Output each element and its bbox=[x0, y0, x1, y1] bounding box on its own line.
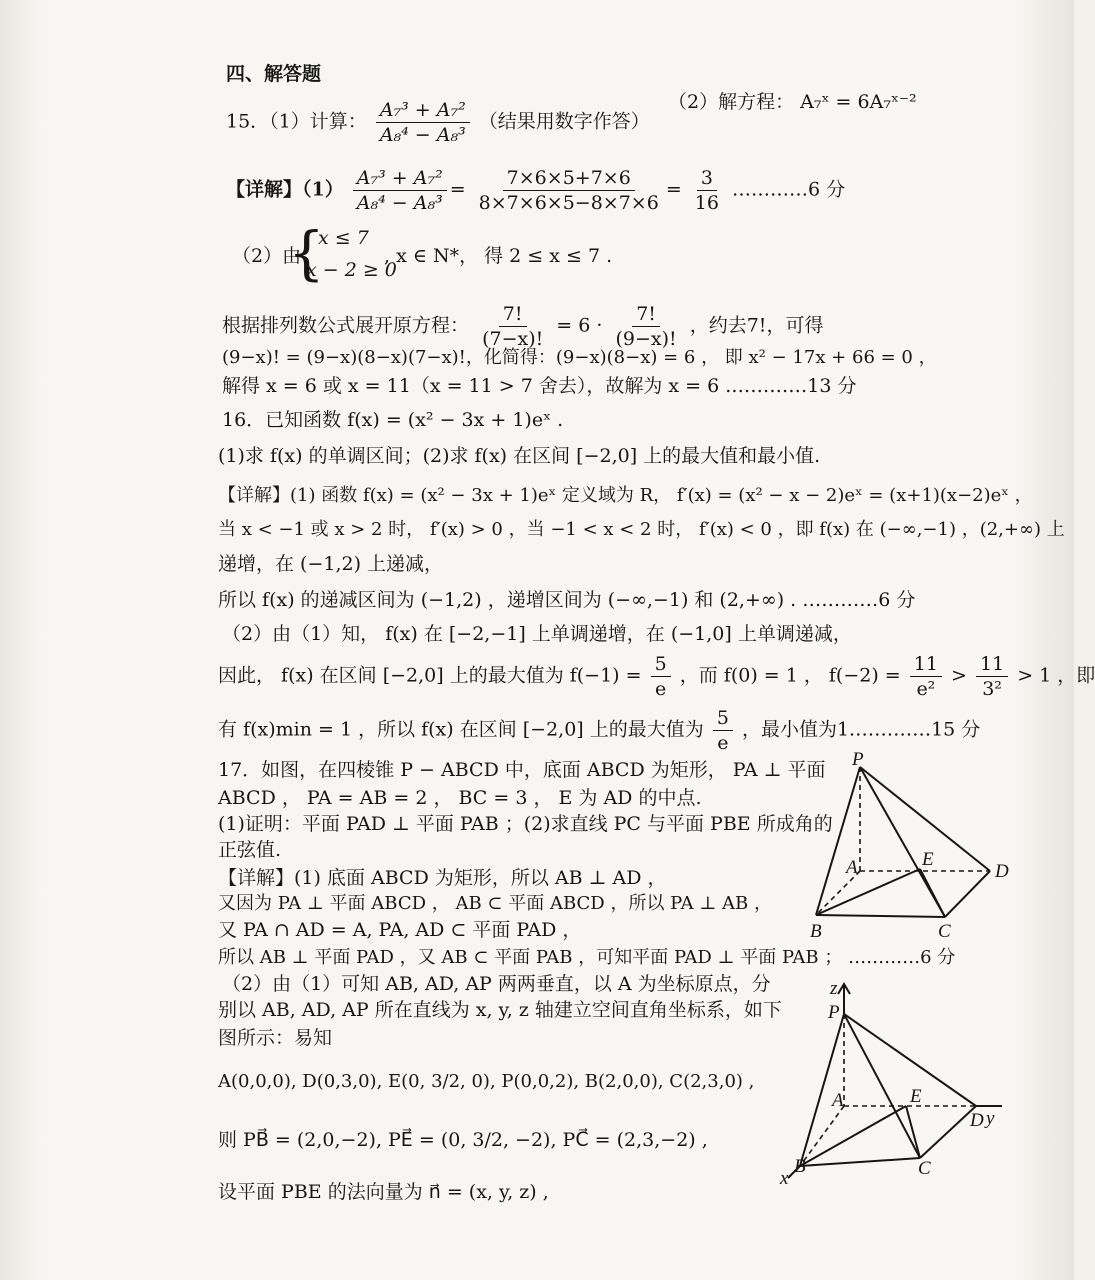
q15-sol2-prefix: （2）由 bbox=[232, 245, 302, 267]
q15-stem bbox=[226, 98, 650, 147]
q16-sol-line4: 所以 f(x) 的递减区间为 (−1,2) ，递增区间为 (−∞,−1) 和 (2,+∞) . …………6 分 bbox=[218, 589, 916, 611]
q16-sol-line6 bbox=[218, 652, 1095, 701]
q15-part2: （2）解方程： A₇ˣ = 6A₇ˣ⁻² bbox=[668, 91, 917, 113]
q15-sol2-line2-a: 根据排列数公式展开原方程： bbox=[222, 314, 470, 337]
q15-sol2-line2-b: ，约去7!，可得 bbox=[689, 314, 824, 337]
label-A2: A bbox=[832, 1090, 844, 1111]
label-B2: B bbox=[794, 1156, 806, 1177]
q17-sol-line2: 又因为 PA ⊥ 平面 ABCD ， AB ⊂ 平面 ABCD ，所以 PA ⊥ AB ， bbox=[218, 893, 772, 914]
label-C: C bbox=[938, 921, 951, 942]
edge-EC bbox=[920, 869, 945, 917]
label-P: P bbox=[852, 749, 864, 770]
q15-sol1-label: 【详解】（1） bbox=[226, 178, 344, 201]
q16-sol7-f-den: e bbox=[717, 732, 729, 754]
q17-sol-line5: （2）由（1）可知 AB, AD, AP 两两垂直，以 A 为坐标原点，分 bbox=[222, 973, 771, 995]
q16-sol6-d: > 1 ，即 bbox=[1017, 664, 1095, 687]
edge-AB bbox=[800, 1106, 844, 1166]
q16-sol6-frac1 bbox=[651, 652, 671, 701]
q16-sol6-f1-num: 5 bbox=[651, 652, 671, 677]
q15-expr-numerator: A₇³ + A₇² bbox=[376, 98, 470, 123]
label-P2: P bbox=[828, 1002, 840, 1023]
q16-sol-line3: 递增，在 (−1,2) 上递减， bbox=[218, 553, 444, 575]
q15-sol1-lhs-num: A₇³ + A₇² bbox=[353, 166, 447, 191]
q15-sol2-f1-num: 7! bbox=[499, 302, 527, 327]
q16-sol6-f3-num: 11 bbox=[976, 652, 1008, 677]
q16-sol7-frac bbox=[713, 706, 733, 755]
q15-sol2-cond2: x − 2 ≥ 0 bbox=[306, 259, 397, 281]
q15-sol1-res-num: 3 bbox=[697, 166, 717, 191]
edge-BE bbox=[800, 1106, 906, 1166]
edge-CD bbox=[920, 1106, 976, 1158]
q15-sol2-frac2 bbox=[611, 302, 680, 351]
edge-EC bbox=[906, 1106, 920, 1158]
q16-sol-line5: （2）由（1）知， f(x) 在 [−2,−1] 上单调递增，在 (−1,0] 上单调递减， bbox=[222, 623, 852, 645]
q15-sol2-line4: 解得 x = 6 或 x = 11（x = 11 > 7 舍去），故解为 x = 6 .…………13 分 bbox=[222, 375, 857, 397]
q16-sol7-f-num: 5 bbox=[713, 706, 733, 731]
label-D2: D bbox=[970, 1110, 984, 1131]
q16-sol-line2: 当 x < −1 或 x > 2 时， f′(x) > 0 ，当 −1 < x < 2 时， f′(x) < 0 ，即 f(x) 在 (−∞,−1) ，(2,+∞) 上 bbox=[218, 519, 1065, 540]
edge-BE bbox=[816, 869, 920, 915]
q15-sol1-lhs bbox=[353, 166, 447, 215]
q17-stem-line2: ABCD ， PA = AB = 2 ， BC = 3 ， E 为 AD 的中点. bbox=[218, 787, 702, 809]
q17-sol-line4: 所以 AB ⊥ 平面 PAD ，又 AB ⊂ 平面 PAB ，可知平面 PAD ⊥ 平面 PAB ； …………6 分 bbox=[218, 947, 956, 968]
q15-sol2-eq: = 6 · bbox=[556, 314, 603, 337]
q15-sol2-line2 bbox=[222, 302, 823, 351]
q15-sol1-mid bbox=[475, 166, 663, 215]
q17-sol-line9: 则 PB⃗ = (2,0,−2), PE⃗ = (0, 3/2, −2), PC⃗ = (2,3,−2) , bbox=[218, 1129, 708, 1151]
left-brace-icon: { bbox=[288, 219, 325, 287]
coordinate-figure bbox=[770, 978, 1020, 1188]
q15-sol2-frac1 bbox=[478, 302, 547, 351]
edge-BC bbox=[800, 1158, 920, 1166]
q16-sol6-b: ，而 f(0) = 1 ， f(−2) = bbox=[679, 664, 901, 687]
edge-BC bbox=[816, 915, 945, 917]
q15-expression bbox=[376, 98, 470, 147]
q16-sol6-f3-den: 3² bbox=[982, 678, 1002, 700]
q16-sol6-frac2 bbox=[910, 652, 942, 701]
q15-label: 15．（1）计算： bbox=[226, 110, 367, 133]
q16-sol6-c: > bbox=[951, 664, 967, 687]
label-E: E bbox=[922, 849, 934, 870]
q15-sol2-f2-num: 7! bbox=[632, 302, 660, 327]
edge-PC bbox=[844, 1014, 920, 1158]
q17-sol-line3: 又 PA ∩ AD = A, PA, AD ⊂ 平面 PAD ， bbox=[218, 919, 582, 941]
q15-sol2-line3: (9−x)! = (9−x)(8−x)(7−x)!，化简得：(9−x)(8−x) = 6 ， 即 x² − 17x + 66 = 0 ， bbox=[222, 347, 937, 368]
q15-sol1-lhs-den: A₈⁴ − A₈³ bbox=[356, 192, 443, 214]
q16-sol7-a: 有 f(x)min = 1 ，所以 f(x) 在区间 [−2,0] 上的最大值为 bbox=[218, 718, 704, 741]
q17-sol-line1: 【详解】(1) 底面 ABCD 为矩形，所以 AB ⊥ AD ， bbox=[218, 867, 667, 889]
q15-sol2-f2-den: (9−x)! bbox=[615, 328, 677, 350]
label-E2: E bbox=[910, 1086, 922, 1107]
q15-sol1-result bbox=[691, 166, 723, 215]
q15-sol2-cond1: x ≤ 7 bbox=[318, 227, 369, 249]
q16-parts: (1)求 f(x) 的单调区间；(2)求 f(x) 在区间 [−2,0] 上的最大值和最小值. bbox=[218, 445, 821, 467]
q17-sol-line8: A(0,0,0), D(0,3,0), E(0, 3/2, 0), P(0,0,2), B(2,0,0), C(2,3,0) , bbox=[218, 1071, 755, 1092]
q16-sol6-a: 因此， f(x) 在区间 [−2,0] 上的最大值为 f(−1) = bbox=[218, 664, 642, 687]
q17-stem-line1: 17．如图，在四棱锥 P − ABCD 中，底面 ABCD 为矩形， PA ⊥ 平面 bbox=[218, 759, 826, 781]
q17-sol-line7: 图所示：易知 bbox=[218, 1027, 333, 1049]
section-title: 四、解答题 bbox=[226, 63, 322, 85]
label-y: y bbox=[986, 1108, 995, 1129]
label-B: B bbox=[810, 921, 822, 942]
label-C2: C bbox=[918, 1158, 931, 1179]
q15-solution-1: 【详解】（1） $\frac{\text{A₇³ + A₇²}}{\text{A₈⁴ − A₈³}}$ = $\frac{7\times 6\times 5+7\times 6}{8\times 7\times 6\times 5-8\times 7\times 6}$ = $\frac{3}{16}$ …………6 分 bbox=[226, 167, 846, 214]
q17-sol-line6: 别以 AB, AD, AP 所在直线为 x, y, z 轴建立空间直角坐标系，如下 bbox=[218, 999, 782, 1021]
q15-sol1-res-den: 16 bbox=[694, 192, 719, 214]
q15-sol2-suffix: , x ∈ N*， 得 2 ≤ x ≤ 7 . bbox=[384, 245, 613, 267]
label-x: x bbox=[780, 1168, 789, 1189]
label-z: z bbox=[830, 978, 838, 999]
q15-sol1-mid-den: 8×7×6×5−8×7×6 bbox=[478, 192, 659, 214]
q17-sol-line10: 设平面 PBE 的法向量为 n⃗ = (x, y, z) , bbox=[218, 1181, 549, 1203]
pyramid-figure bbox=[800, 749, 1030, 945]
q15-sol1-mid-num: 7×6×5+7×6 bbox=[503, 166, 635, 191]
q16-sol6-f2-den: e² bbox=[916, 678, 936, 700]
q16-sol7-b: ，最小值为1.…………15 分 bbox=[741, 718, 981, 741]
q15-note: （结果用数字作答） bbox=[478, 110, 650, 133]
q16-sol-line1: 【详解】(1) 函数 f(x) = (x² − 3x + 1)eˣ 定义域为 R， f′(x) = (x² − x − 2)eˣ = (x+1)(x−2)eˣ ， bbox=[218, 485, 1033, 506]
label-A: A bbox=[846, 857, 858, 878]
q15-sol2-f1-den: (7−x)! bbox=[482, 328, 544, 350]
q15-sol1-score: …………6 分 bbox=[732, 178, 846, 201]
edge-CD bbox=[945, 871, 990, 917]
q16-sol6-frac3 bbox=[976, 652, 1008, 701]
q15-expr-denominator: A₈⁴ − A₈³ bbox=[379, 124, 466, 146]
label-D: D bbox=[995, 861, 1009, 882]
q17-stem-line4: 正弦值. bbox=[218, 839, 282, 861]
q16-stem: 16．已知函数 f(x) = (x² − 3x + 1)eˣ . bbox=[222, 409, 564, 431]
q16-sol6-f1-den: e bbox=[655, 678, 667, 700]
q17-stem-line3: (1)证明：平面 PAD ⊥ 平面 PAB ；(2)求直线 PC 与平面 PBE 所成角的 bbox=[218, 813, 833, 835]
q16-sol6-f2-num: 11 bbox=[910, 652, 942, 677]
q16-sol-line7 bbox=[218, 706, 980, 755]
